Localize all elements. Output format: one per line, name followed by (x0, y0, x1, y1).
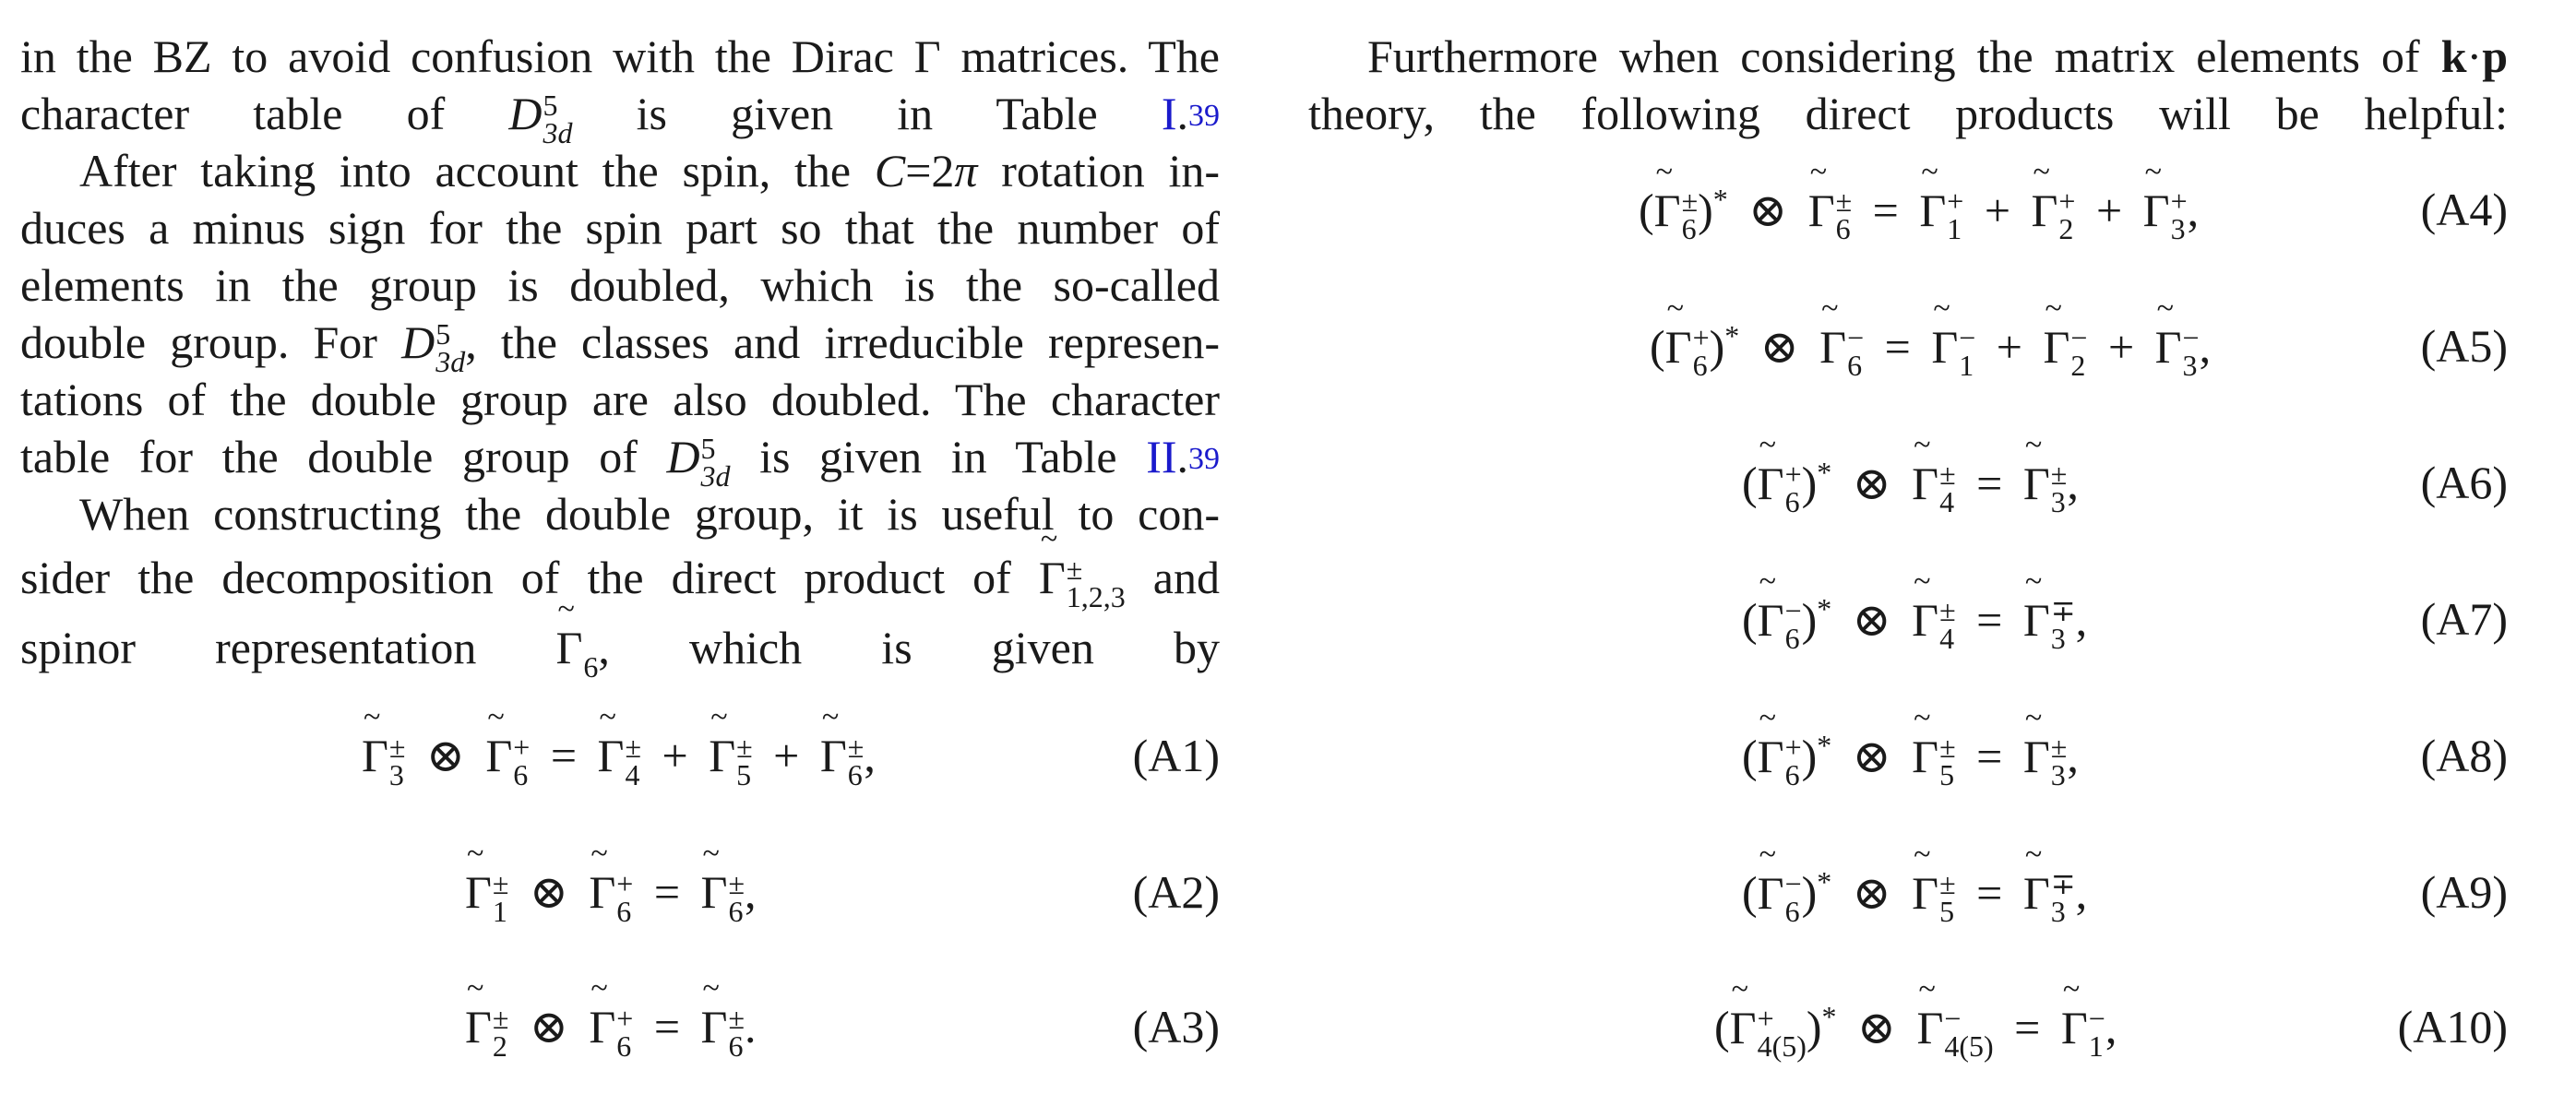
equation-body: (~ Γ + 6 )* ⊗ ~ Γ ± 4 = ~ Γ ± 3 , (1742, 456, 2079, 516)
equation-a7 (1308, 592, 2508, 684)
equation-number: (A4) (2420, 184, 2508, 235)
citation-39[interactable]: 39 (1188, 442, 1221, 476)
equation-body: (~ Γ + 6 )* ⊗ ~ Γ ± 5 = ~ Γ ± 3 , (1742, 729, 2079, 789)
right-text-block (1308, 28, 2508, 142)
equation-a3 (20, 1000, 1220, 1092)
equation-number: (A3) (1132, 1001, 1220, 1053)
equation-a5 (1308, 319, 2508, 411)
text-line: character table of D 5 3d is given in Table I.$^{39}$ (20, 88, 1220, 149)
text-line: After taking into account the spin, the C=2π rotation in- (79, 145, 1220, 196)
equation-number: (A5) (2420, 320, 2508, 372)
equation-body: (~ Γ + 6 )* ⊗ ~ Γ − 6 = ~ Γ − 1 + ~ Γ − 2 + ~ Γ − 3 , (1650, 319, 2211, 379)
equation-number: (A6) (2420, 457, 2508, 508)
equation-body: (~ Γ + 4(5) )* ⊗ ~ Γ − 4(5) = ~ Γ − 1 , (1714, 1000, 2117, 1060)
text-line: table for the double group of D 5 3d is given in Table II.$^{39}$ (20, 431, 1221, 493)
equation-a1 (20, 729, 1220, 821)
equation-number: (A9) (2420, 866, 2508, 918)
text-line: Furthermore when considering the matrix elements of k·p (1367, 30, 2508, 82)
equation-number: (A1) (1132, 730, 1220, 781)
equation-a10 (1308, 1000, 2508, 1092)
text-line: elements in the group is doubled, which is the so-called (20, 259, 1220, 311)
left-text-block (20, 28, 1220, 683)
equation-body: ~ Γ ± 3 ⊗ ~ Γ + 6 = ~ Γ ± 4 + ~ Γ ± 5 + ~ Γ ± 6 , (362, 729, 876, 789)
equation-a9 (1308, 865, 2508, 957)
equation-a6 (1308, 456, 2508, 548)
equation-number: (A7) (2420, 593, 2508, 645)
table-ii-link[interactable]: II (1146, 431, 1177, 482)
text-line: double group. For D 5 3d , the classes and irreducible represen- (20, 316, 1220, 378)
equation-a8 (1308, 729, 2508, 821)
citation-39[interactable]: 39 (1188, 99, 1220, 133)
text-line: duces a minus sign for the spin part so that the number of (20, 202, 1220, 254)
text-line: theory, the following direct products will be helpful: (1308, 88, 2508, 139)
text-line: When constructing the double group, it is useful to con- (79, 488, 1220, 540)
table-i-link[interactable]: I (1161, 88, 1177, 139)
text-line: tations of the double group are also doubled. The character (20, 374, 1220, 425)
equation-body: (~ Γ − 6 )* ⊗ ~ Γ ± 5 = ~ Γ ∓ 3 , (1742, 865, 2087, 925)
text-line: spinor representation ~ Γ 6 , which is given by (20, 613, 1220, 683)
text-line: sider the decomposition of the direct product of ~ Γ ± 1,2,3 and (20, 542, 1220, 613)
equation-a4 (1308, 183, 2508, 275)
text-line: in the BZ to avoid confusion with the Dirac Γ matrices. The (20, 30, 1220, 82)
equation-body: ~ Γ ± 1 ⊗ ~ Γ + 6 = ~ Γ ± 6 , (465, 865, 757, 925)
equation-number: (A10) (2397, 1001, 2508, 1053)
equation-body: (~ Γ − 6 )* ⊗ ~ Γ ± 4 = ~ Γ ∓ 3 , (1742, 592, 2087, 652)
equation-body: (~ Γ ± 6 )* ⊗ ~ Γ ± 6 = ~ Γ + 1 + ~ Γ + 2 + ~ Γ + 3 , (1639, 183, 2199, 243)
equation-number: (A8) (2420, 730, 2508, 781)
equation-body: ~ Γ ± 2 ⊗ ~ Γ + 6 = ~ Γ ± 6 . (465, 1000, 757, 1060)
equation-a2 (20, 865, 1220, 957)
equation-number: (A2) (1132, 866, 1220, 918)
